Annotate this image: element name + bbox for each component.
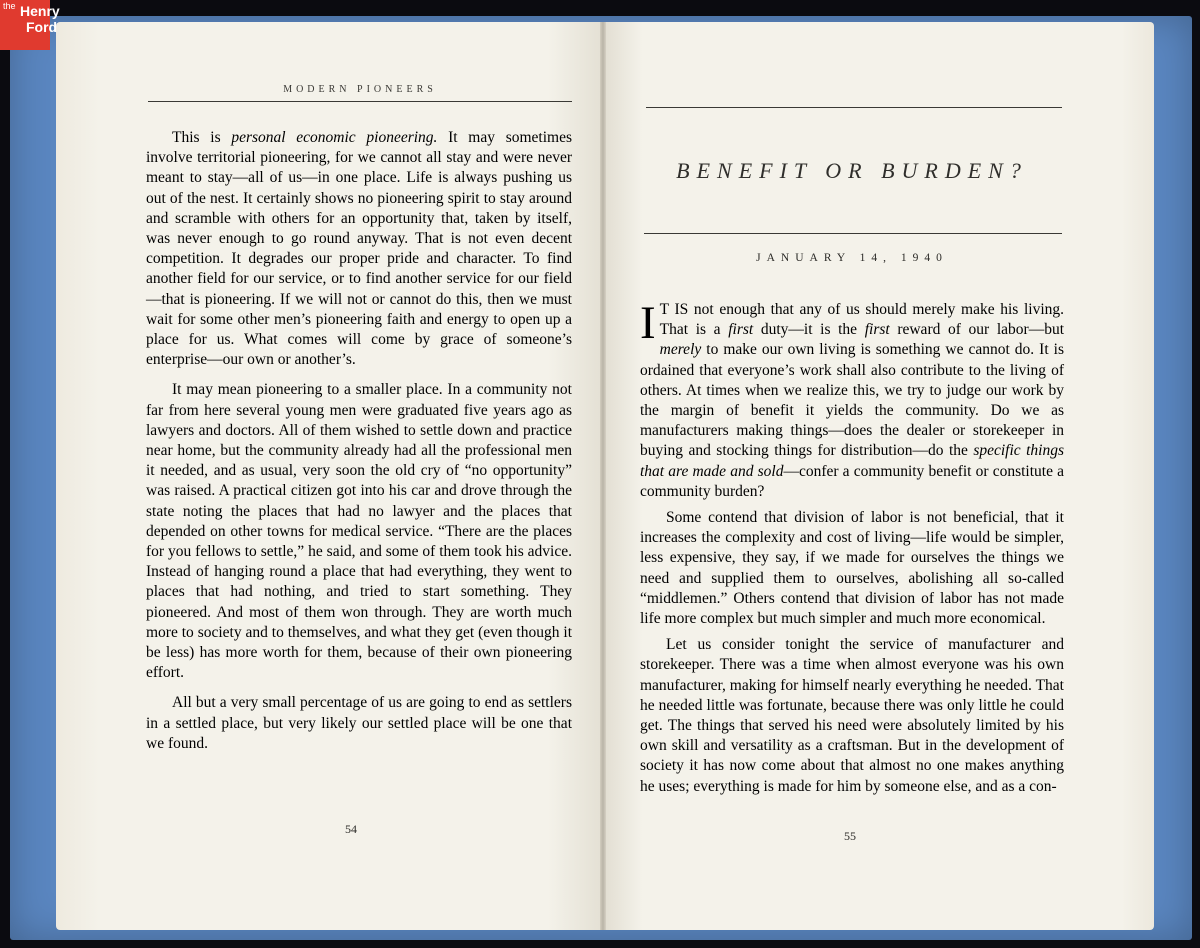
italic-text: merely	[659, 341, 702, 359]
top-rule	[646, 107, 1062, 108]
paragraph: All but a very small percentage of us are going to end as settlers in a settled place, but very likely our settled place will be one that we found.	[146, 694, 572, 752]
paragraph	[640, 297, 1064, 502]
text-run: This is	[172, 129, 232, 146]
text-run: —confer a community benefit or constitute a community burden?	[640, 462, 1064, 500]
drop-cap: I	[640, 297, 656, 349]
italic-text: specific things that are made and sold	[640, 442, 1064, 480]
logo-henry: Henry	[20, 3, 60, 19]
paragraph: Let us consider tonight the service of manufacturer and storekeeper. There was a time when almost everyone was his own manufacturer, making for himself nearly everything he needed. That he needed little was fortunate, because there was only little he could get. The things that served his need were absolutely limited by his own skill and versatility as a craftsman. But in the development of society it has now come about that almost no one makes anything he uses; everything is made for him by someone else, and as a con-	[640, 636, 1064, 795]
page-number: 55	[844, 829, 856, 843]
text-run: to make our own living is something we cannot do. It is ordained that everyone’s work shall also contribute to the living of others. At times when we realize this, we try to judge our work by the margin of benefit it yields the community. Do we as manufacturers making things—does the dealer or storekeeper in buying and stocking things for distribution—do the	[640, 341, 1064, 460]
left-page-body	[146, 128, 572, 754]
henry-ford-logo	[0, 0, 60, 50]
chapter-date: JANUARY 14, 1940	[756, 252, 948, 264]
italic-text: first	[864, 321, 890, 339]
italic-text: first	[728, 321, 754, 339]
book-gutter	[600, 22, 606, 930]
logo-the: the	[3, 1, 16, 11]
running-head: MODERN PIONEERS	[283, 84, 437, 95]
text-run: It may sometimes involve territorial pioneering, for we cannot all stay and were never meant to stay—all of us—in one place. Life is always pushing us out of the nest. It certainly shows no pioneering spirit to stay around and scramble with others for an opportunity that, taken by itself, was never enough to go round anyway. That is not even decent competition. It degrades our proper pride and character. To find another field for our service, or to find another service for our field—that is pioneering. If we will not or cannot do this, then we must wait for some other men’s pioneering faith and energy to open up a place for us. What comes will come by grace of someone’s enterprise—our own or another’s.	[146, 129, 573, 369]
text-run: T IS not enough that any of us should merely make his living. That is a	[659, 301, 1064, 339]
right-page-body	[640, 297, 1064, 797]
header-rule	[148, 101, 572, 102]
text-run: reward of our labor—but	[889, 321, 1064, 339]
paragraph: Some contend that division of labor is not beneficial, that it increases the complexity and cost of living—life would be simpler, less expensive, they say, if we made for ourselves the things we need and supplied them to ourselves, abolishing all so-called “middlemen.” Others contend that division of labor has not made life more complex but much simpler and much more economical.	[640, 509, 1064, 628]
logo-ford: Ford	[26, 19, 58, 35]
title-rule	[644, 233, 1062, 234]
paragraph: It may mean pioneering to a smaller place. In a community not far from here several young men were graduated five years ago as lawyers and doctors. All of them wished to settle down and practice near home, but the community already had all the professional men it needed, and as usual, very soon the old cry of “no opportunity” was raised. A practical citizen got into his car and drove through the state noting the places that had no lawyer and the places that depended on other towns for medical service. “There are the places for you fellows to settle,” he said, and some of them took his advice. Instead of hanging round a place that had everything, they went to places that had nothing, and tried to start something. They pioneered. And most of them won through. They are worth much more to society and to themselves, and what they get (even though it be less) has more worth for them, because of their own pioneering effort.	[146, 381, 572, 682]
italic-text: personal economic pioneering.	[231, 129, 438, 146]
paragraph	[146, 128, 572, 370]
page-number: 54	[345, 822, 357, 836]
chapter-title: BENEFIT OR BURDEN?	[676, 158, 1028, 183]
text-run: duty—it is the	[753, 321, 865, 339]
